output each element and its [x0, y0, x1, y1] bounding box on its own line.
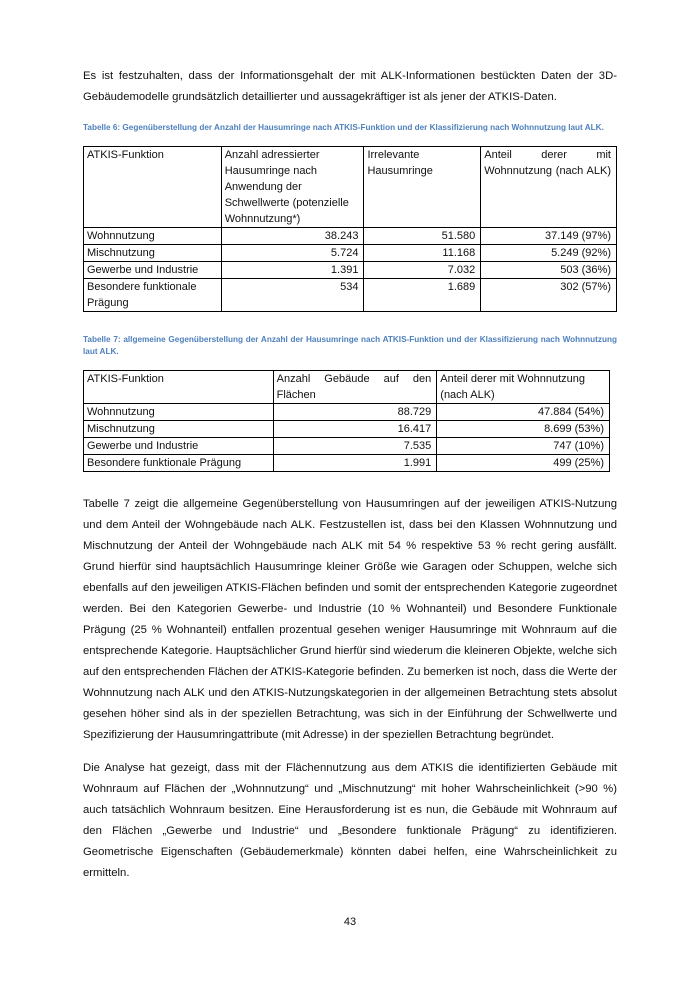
table-cell: Mischnutzung: [84, 244, 222, 261]
table-cell: 747 (10%): [437, 437, 610, 454]
table-cell: 1.391: [221, 261, 364, 278]
table-cell: Mischnutzung: [84, 420, 274, 437]
analysis-paragraph-1: Tabelle 7 zeigt die allgemeine Gegenüberstellung von Hausumringen auf der jeweiligen ATKIS-Nutzung und dem Anteil der Wohngebäude nach ALK. Festzustellen ist, dass bei den Klassen Wohnnutzung und Mischnutzung der Anteil der Wohngebäude nach ALK mit 54 % respektive 53 % recht gering ausfällt. Grund hierfür sind hauptsächlich Hausumringe kleiner Größe wie Garagen oder Schuppen, welche sich ebenfalls auf den jeweiligen ATKIS-Flächen befinden und somit der entsprechenden Kategorie zugeordnet werden. Bei den Kategorien Gewerbe- und Industrie (10 % Wohnanteil) und Besondere Funktionale Prägung (25 % Wohnanteil) entfallen prozentual gesehen weniger Hausumringe mit Wohnraum auf die entsprechende Kategorie. Hauptsächlicher Grund hierfür sind wiederum die kleineren Objekte, welche sich auf den entsprechenden Flächen der ATKIS-Kategorie befinden. Zu bemerken ist noch, dass die Werte der Wohnnutzung nach ALK und den ATKIS-Nutzungskategorien in der allgemeinen Betrachtung stets absolut gesehen höher sind als in der speziellen Betrachtung, was sich in der Einführung der Schwellwerte und Spezifizierung der Hausumringattribute (mit Adresse) in der speziellen Betrachtung begründet.: [83, 497, 617, 741]
table7-caption: Tabelle 7: allgemeine Gegenüberstellung der Anzahl der Hausumringe nach ATKIS-Funktion und der Klassifizierung nach Wohnnutzung laut ALK.: [83, 334, 617, 356]
table-cell: 499 (25%): [437, 454, 610, 471]
table-cell: Gewerbe und Industrie: [84, 261, 222, 278]
page-content: [83, 66, 617, 884]
table-cell: Besondere funktionale Prägung: [84, 278, 222, 311]
table-row: [84, 278, 617, 311]
page-number: 43: [343, 916, 357, 928]
table-header-cell: ATKIS-Funktion: [84, 146, 222, 227]
table-row: [84, 244, 617, 261]
table-cell: 1.991: [273, 454, 437, 471]
table-header-cell: Anzahl adressierter Hausumringe nach Anwendung der Schwellwerte (potenzielle Wohnnutzung*): [221, 146, 364, 227]
table-header-cell: Irrelevante Hausumringe: [364, 146, 481, 227]
table6: [83, 146, 617, 312]
table-cell: 11.168: [364, 244, 481, 261]
table-row: [84, 403, 610, 420]
table-header-row: [84, 370, 610, 403]
table-cell: Gewerbe und Industrie: [84, 437, 274, 454]
table-cell: 7.032: [364, 261, 481, 278]
table-row: [84, 420, 610, 437]
table-cell: 47.884 (54%): [437, 403, 610, 420]
table-cell: 8.699 (53%): [437, 420, 610, 437]
table-cell: 503 (36%): [481, 261, 617, 278]
table-cell: 37.149 (97%): [481, 227, 617, 244]
table-cell: 5.724: [221, 244, 364, 261]
table-cell: 16.417: [273, 420, 437, 437]
table7: [83, 370, 610, 472]
table-header-cell: Anteil derer mit Wohnnutzung (nach ALK): [437, 370, 610, 403]
table6-caption: Tabelle 6: Gegenüberstellung der Anzahl der Hausumringe nach ATKIS-Funktion und der Klassifizierung nach Wohnnutzung laut ALK.: [83, 123, 604, 132]
table-cell: 51.580: [364, 227, 481, 244]
intro-paragraph: Es ist festzuhalten, dass der Informationsgehalt der mit ALK-Informationen bestückten Daten der 3D-Gebäudemodelle grundsätzlich detaillierter und aussagekräftiger ist als jener der ATKIS-Daten.: [83, 70, 617, 103]
table-header-cell: Anteil derer mit Wohnnutzung (nach ALK): [481, 146, 617, 227]
table-row: [84, 227, 617, 244]
table-row: [84, 261, 617, 278]
table-cell: 534: [221, 278, 364, 311]
table-cell: 88.729: [273, 403, 437, 420]
table-row: [84, 437, 610, 454]
table-cell: 7.535: [273, 437, 437, 454]
table-cell: 5.249 (92%): [481, 244, 617, 261]
table-cell: 38.243: [221, 227, 364, 244]
table-header-cell: Anzahl Gebäude auf den Flächen: [273, 370, 437, 403]
table-cell: Wohnnutzung: [84, 403, 274, 420]
table-cell: Wohnnutzung: [84, 227, 222, 244]
analysis-paragraph-2: Die Analyse hat gezeigt, dass mit der Flächennutzung aus dem ATKIS die identifizierten Gebäude mit Wohnraum auf Flächen der „Wohnnutzung“ und „Mischnutzung“ mit hoher Wahrscheinlichkeit (>90 %) auch tatsächlich Wohnraum besitzen. Eine Herausforderung ist es nun, die Gebäude mit Wohnraum auf den Flächen „Gewerbe und Industrie“ und „Besondere funktionale Prägung“ zu identifizieren. Geometrische Eigenschaften (Gebäudemerkmale) könnten dabei helfen, eine Wahrscheinlichkeit zu ermitteln.: [83, 761, 617, 879]
table-cell: Besondere funktionale Prägung: [84, 454, 274, 471]
table-cell: 302 (57%): [481, 278, 617, 311]
table-header-cell: ATKIS-Funktion: [84, 370, 274, 403]
table-cell: 1.689: [364, 278, 481, 311]
table-row: [84, 454, 610, 471]
table-header-row: [84, 146, 617, 227]
